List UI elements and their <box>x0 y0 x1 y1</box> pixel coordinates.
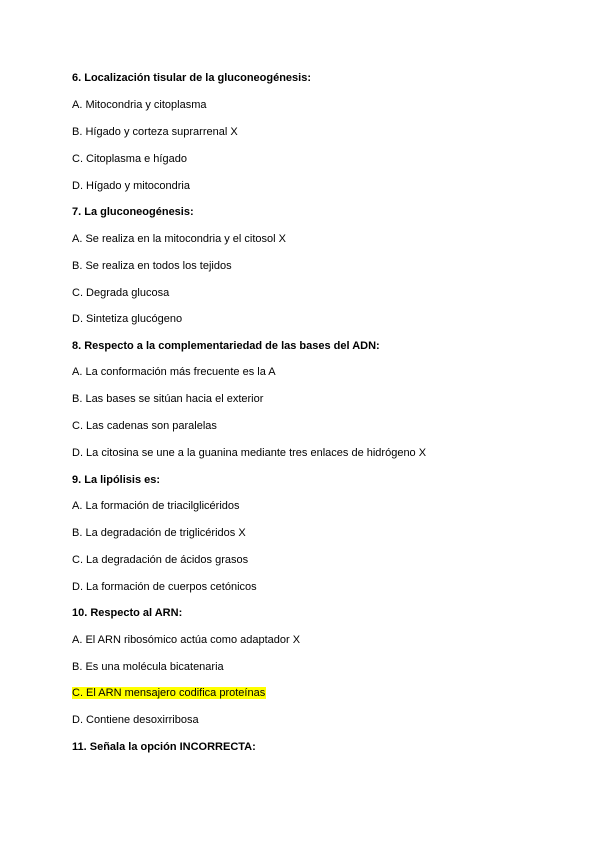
highlighted-answer-option <box>72 686 266 700</box>
answer-option: C. Las cadenas son paralelas <box>72 420 217 432</box>
answer-option: D. Contiene desoxirribosa <box>72 714 199 726</box>
answer-option: D. Sintetiza glucógeno <box>72 313 183 325</box>
question-title: 9. La lipólisis es: <box>72 474 161 486</box>
answer-option: D. La formación de cuerpos cetónicos <box>72 581 257 593</box>
answer-option: C. Degrada glucosa <box>72 287 170 299</box>
answer-option: B. Las bases se sitúan hacia el exterior <box>72 393 264 405</box>
answer-option: A. Mitocondria y citoplasma <box>72 99 207 111</box>
question-title: 10. Respecto al ARN: <box>72 607 183 619</box>
question-title: 6. Localización tisular de la gluconeogénesis: <box>72 72 312 84</box>
question-title: 11. Señala la opción INCORRECTA: <box>72 741 256 753</box>
answer-option: A. Se realiza en la mitocondria y el citosol X <box>72 233 286 245</box>
answer-option: B. Es una molécula bicatenaria <box>72 661 224 673</box>
answer-option: A. La conformación más frecuente es la A <box>72 366 276 378</box>
answer-option: C. La degradación de ácidos grasos <box>72 554 249 566</box>
answer-option: A. La formación de triacilglicéridos <box>72 500 240 512</box>
answer-option: B. Hígado y corteza suprarrenal X <box>72 126 238 138</box>
question-title: 8. Respecto a la complementariedad de las bases del ADN: <box>72 340 380 352</box>
answer-option: B. Se realiza en todos los tejidos <box>72 260 232 272</box>
answer-option: B. La degradación de triglicéridos X <box>72 527 246 539</box>
answer-option: D. La citosina se une a la guanina mediante tres enlaces de hidrógeno X <box>72 447 427 459</box>
question-title: 7. La gluconeogénesis: <box>72 206 194 218</box>
highlight-mark: C. El ARN mensajero codifica proteínas <box>72 687 266 699</box>
answer-option: D. Hígado y mitocondria <box>72 180 190 192</box>
answer-option: A. El ARN ribosómico actúa como adaptador X <box>72 634 301 646</box>
answer-option: C. Citoplasma e hígado <box>72 153 187 165</box>
